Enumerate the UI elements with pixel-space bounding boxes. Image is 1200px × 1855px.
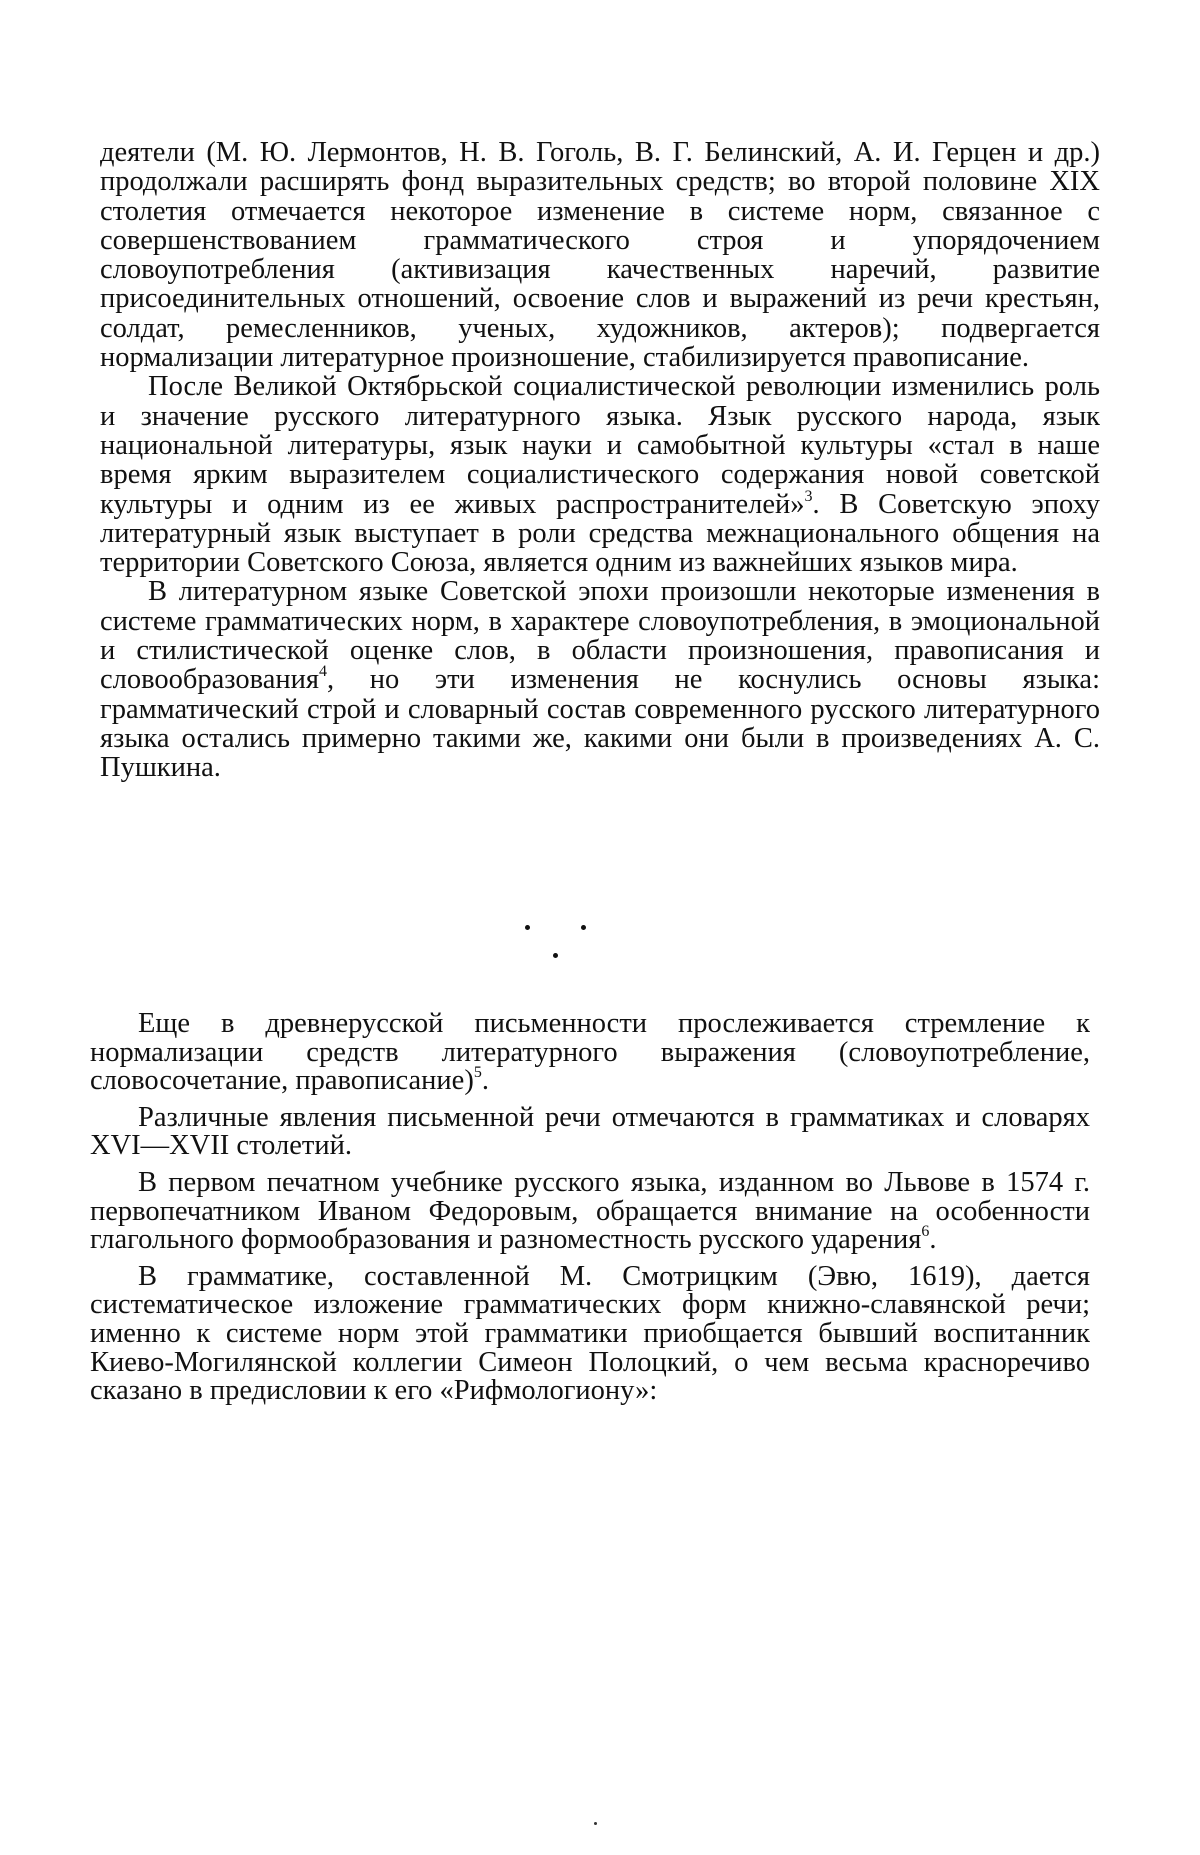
asterisk-icon bbox=[525, 925, 530, 930]
paragraph-text: В литературном языке Советской эпохи произошли некоторые изменения в системе грамматических норм, в характере словоупотребления, в эмоциональной и стилистической оценке слов, в области произношения, правописания и словообразования bbox=[100, 576, 1100, 696]
paragraph-text: В первом печатном учебнике русского языка, изданном во Львове в 1574 г. первопечатником Иваном Федоровым, обращается внимание на особенности глагольного формообразования и разноместность русского ударения bbox=[90, 1166, 1090, 1256]
text-section-bottom bbox=[90, 1010, 1090, 1406]
paragraph-text: В грамматике, составленной М. Смотрицким (Эвю, 1619), дается систематическое изложение грамматических форм книжно-славянской речи; именно к системе норм этой грамматики приобщается бывший воспитанник Киево-Могилянской коллегии Симеон Полоцкий, о чем весьма красноречиво сказано в предисловии к его «Рифмологиону»: bbox=[90, 1260, 1090, 1407]
paragraph-old-russian bbox=[90, 1010, 1090, 1096]
footnote-ref[interactable]: 4 bbox=[318, 663, 327, 681]
paragraph-smotritsky bbox=[90, 1260, 1090, 1407]
paragraph-text: Различные явления письменной речи отмечаются в грамматиках и словарях XVI—XVII столетий. bbox=[90, 1101, 1090, 1162]
paragraph-text-tail: . В Советскую эпоху литературный язык выступает в роли средства межнационального общения на территории Советского Союза, является одним из важнейших языков мира. bbox=[100, 488, 1100, 579]
paragraph-text-tail: , но эти изменения не коснулись основы языка: грамматический строй и словарный состав современного русского литературного языка остались примерно такими же, какими они были в произведениях А. С. Пушкина. bbox=[100, 664, 1100, 784]
paragraph-text-tail: . bbox=[929, 1224, 937, 1256]
footnote-ref[interactable]: 6 bbox=[921, 1223, 930, 1241]
asterisk-icon bbox=[553, 953, 558, 958]
paragraph-continuation bbox=[100, 138, 1100, 372]
asterisk-icon bbox=[581, 925, 586, 930]
page-speck bbox=[594, 1822, 597, 1825]
paragraph-text: После Великой Октябрьской социалистической революции изменились роль и значение русского литературного языка. Язык русского народа, язык национальной литературы, язык науки и самобытной культуры «стал в наше время ярким выразителем социалистического содержания новой советской культуры и одним из ее живых распространителей» bbox=[100, 371, 1100, 520]
section-divider-asterisks bbox=[525, 925, 635, 995]
paragraph-grammars bbox=[90, 1101, 1090, 1162]
text-section-top bbox=[100, 138, 1100, 783]
footnote-ref[interactable]: 5 bbox=[473, 1064, 482, 1082]
paragraph-soviet-era bbox=[100, 577, 1100, 782]
paragraph-revolution bbox=[100, 372, 1100, 577]
paragraph-text: деятели (М. Ю. Лермонтов, Н. В. Гоголь, В. Г. Белинский, А. И. Герцен и др.) продолжали расширять фонд выразительных средств; во второй половине XIX столетия отмечается некоторое изменение в системе норм, связанное с совершенствованием грамматического строя и упорядочением словоупотребления (активизация качественных наречий, развитие присоединительных отношений, освоение слов и выражений из речи крестьян, солдат, ремесленников, ученых, художников, актеров); подвергается нормализации литературное произношение, стабилизируется правописание. bbox=[100, 137, 1100, 374]
paragraph-text-tail: . bbox=[481, 1065, 489, 1097]
paragraph-fedorov bbox=[90, 1166, 1090, 1256]
paragraph-text: Еще в древнерусской письменности прослеживается стремление к нормализации средств литературного выражения (словоупотребление, словосочетание, правописание) bbox=[90, 1008, 1090, 1097]
footnote-ref[interactable]: 3 bbox=[804, 487, 813, 505]
